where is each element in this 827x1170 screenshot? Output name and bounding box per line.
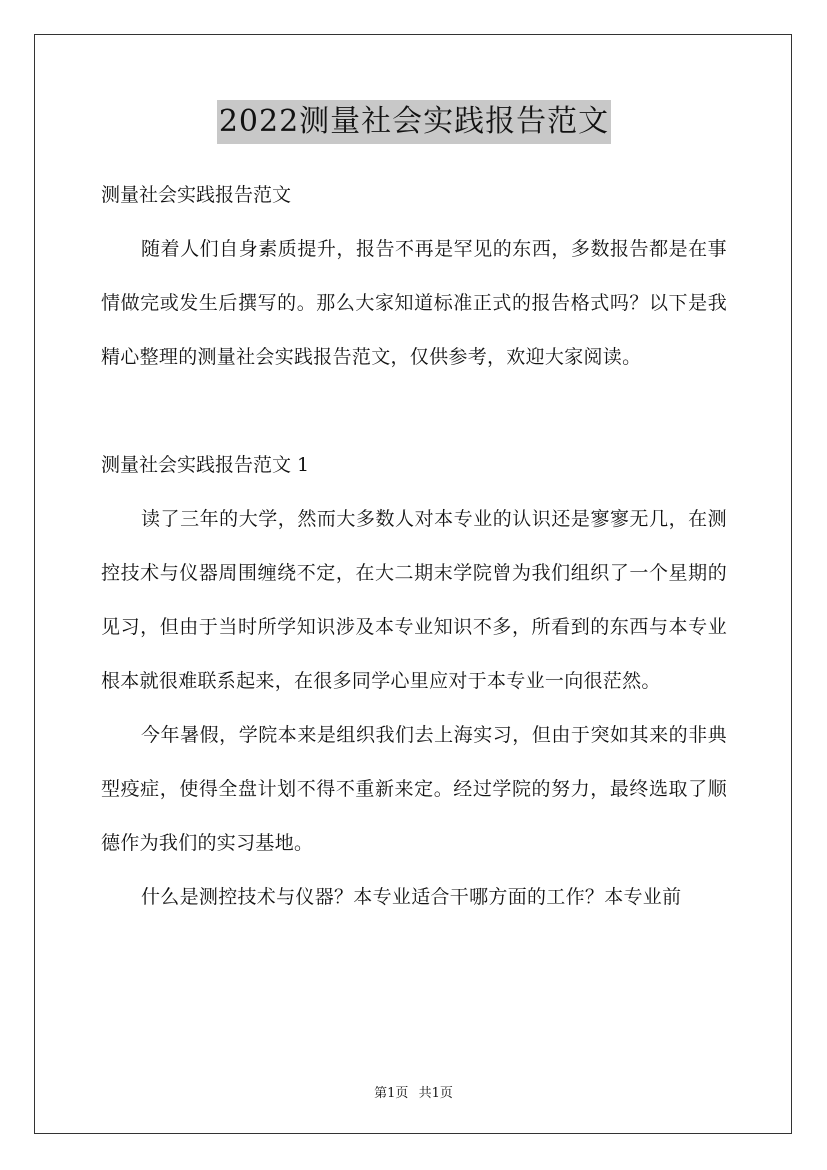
page-current: 第1页 — [374, 1086, 409, 1101]
page-footer — [0, 1082, 827, 1101]
intro-heading: 测量社会实践报告范文 — [101, 184, 292, 206]
section1-heading: 测量社会实践报告范文 1 — [101, 454, 310, 476]
section1-paragraph-3: 什么是测控技术与仪器？本专业适合干哪方面的工作？本专业前 — [141, 886, 682, 908]
document-title: 2022测量社会实践报告范文 — [217, 100, 611, 144]
title-wrap — [101, 100, 727, 144]
intro-paragraph: 随着人们自身素质提升，报告不再是罕见的东西，多数报告都是在事情做完或发生后撰写的。那么大家知道标准正式的报告格式吗？以下是我精心整理的测量社会实践报告范文，仅供参考，欢迎大家阅读。 — [101, 238, 727, 368]
section1-paragraph-1: 读了三年的大学，然而大多数人对本专业的认识还是寥寥无几，在测控技术与仪器周围缠绕不定，在大二期末学院曾为我们组织了一个星期的见习，但由于当时所学知识涉及本专业知识不多，所看到的东西与本专业根本就很难联系起来，在很多同学心里应对于本专业一向很茫然。 — [101, 508, 727, 692]
spacer — [101, 384, 727, 438]
section1-paragraph-2: 今年暑假，学院本来是组织我们去上海实习，但由于突如其来的非典型疫症，使得全盘计划不得不重新来定。经过学院的努力，最终选取了顺德作为我们的实习基地。 — [101, 724, 727, 854]
document-body — [101, 100, 727, 924]
page-total: 共1页 — [418, 1086, 453, 1101]
